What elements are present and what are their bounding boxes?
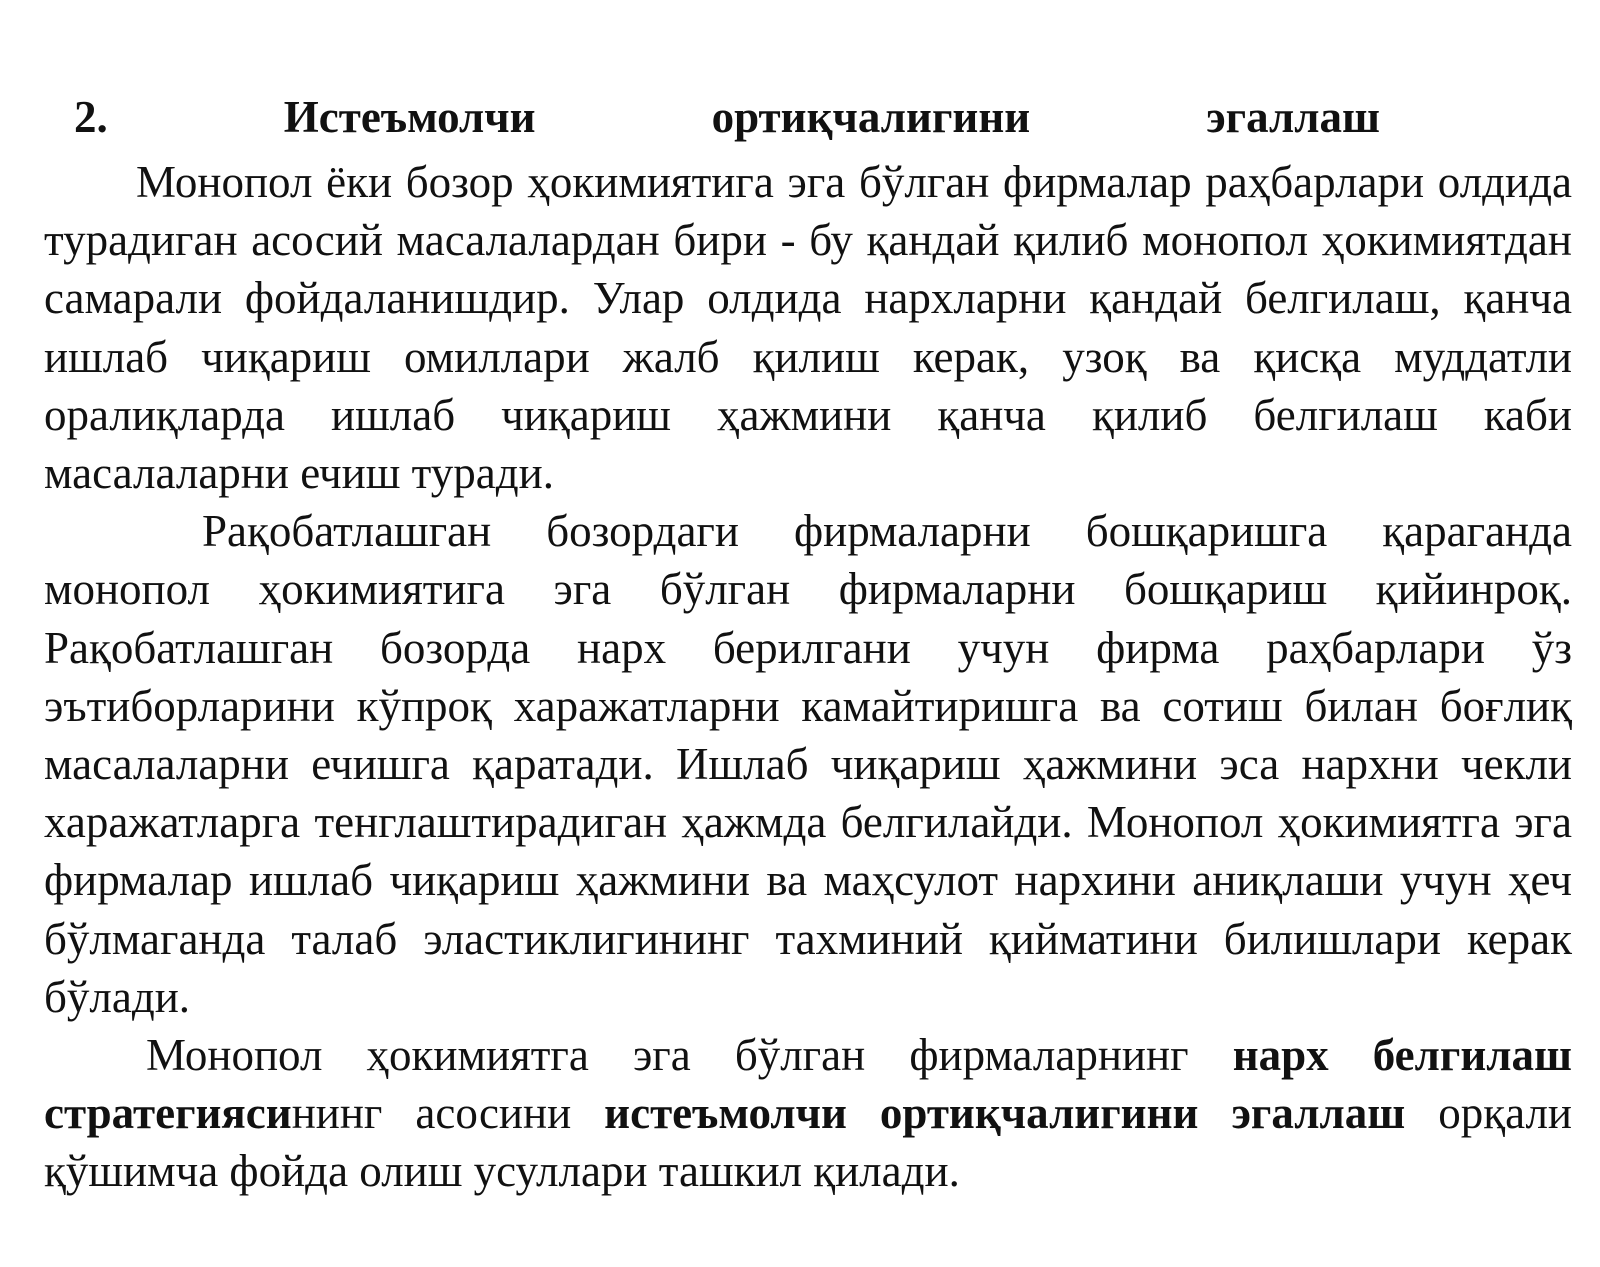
heading-number: 2. (74, 92, 108, 142)
paragraph-3-text-1: Монопол ҳокимиятга эга бўлган фирмаларнинг (146, 1030, 1233, 1081)
heading-word-1: Истеъмолчи (283, 92, 536, 142)
paragraph-2: Рақобатлашган бозордаги фирмаларни бошқаришга қараганда монопол ҳокимиятига эга бўлган фирмаларни бошқариш қийинроқ. Рақобатлашган бозорда нарх берилгани учун фирма раҳбарлари ўз эътиборларини кўпроқ харажатларни камайтиришга ва сотиш билан боғлиқ масалаларни ечишга қаратади. Ишлаб чиқариш ҳажмини эса нархни чекли харажатларга тенглаштирадиган ҳажмда белгилайди. Монопол ҳокимиятга эга фирмалар ишлаб чиқариш ҳажмини ва маҳсулот нархини аниқлаши учун ҳеч бўлмаганда талаб эластиклигининг тахминий қийматини билишлари керак бўлади. (44, 506, 1572, 1022)
document-page (44, 82, 1572, 1201)
paragraph-3-text-2: нинг асосини (291, 1088, 605, 1139)
paragraph-1: Монопол ёки бозор ҳокимиятига эга бўлган фирмалар раҳбарлари олдида турадиган асосий масалалардан бири - бу қандай қилиб монопол ҳокимиятдан самарали фойдаланишдир. Улар олдида нархларни қандай белгилаш, қанча ишлаб чиқариш омиллари жалб қилиш керак, узоқ ва қисқа муддатли оралиқларда ишлаб чиқариш ҳажмини қанча қилиб белгилаш каби масалаларни ечиш туради. (44, 157, 1572, 499)
paragraph-3-bold-1: нарх белгилаш стратегияси (44, 1030, 1572, 1139)
paragraph-3-text-3: орқали қўшимча фойда олиш усуллари ташкил қилади. (44, 1088, 1572, 1197)
section-heading (44, 82, 1572, 153)
paragraph-3-bold-2: истеъмолчи ортиқчалигини эгаллаш (604, 1088, 1406, 1139)
heading-word-2: ортиқчалигини (711, 92, 1031, 142)
paragraph-3 (44, 1026, 1572, 1201)
heading-word-3: эгаллаш (1206, 92, 1380, 142)
